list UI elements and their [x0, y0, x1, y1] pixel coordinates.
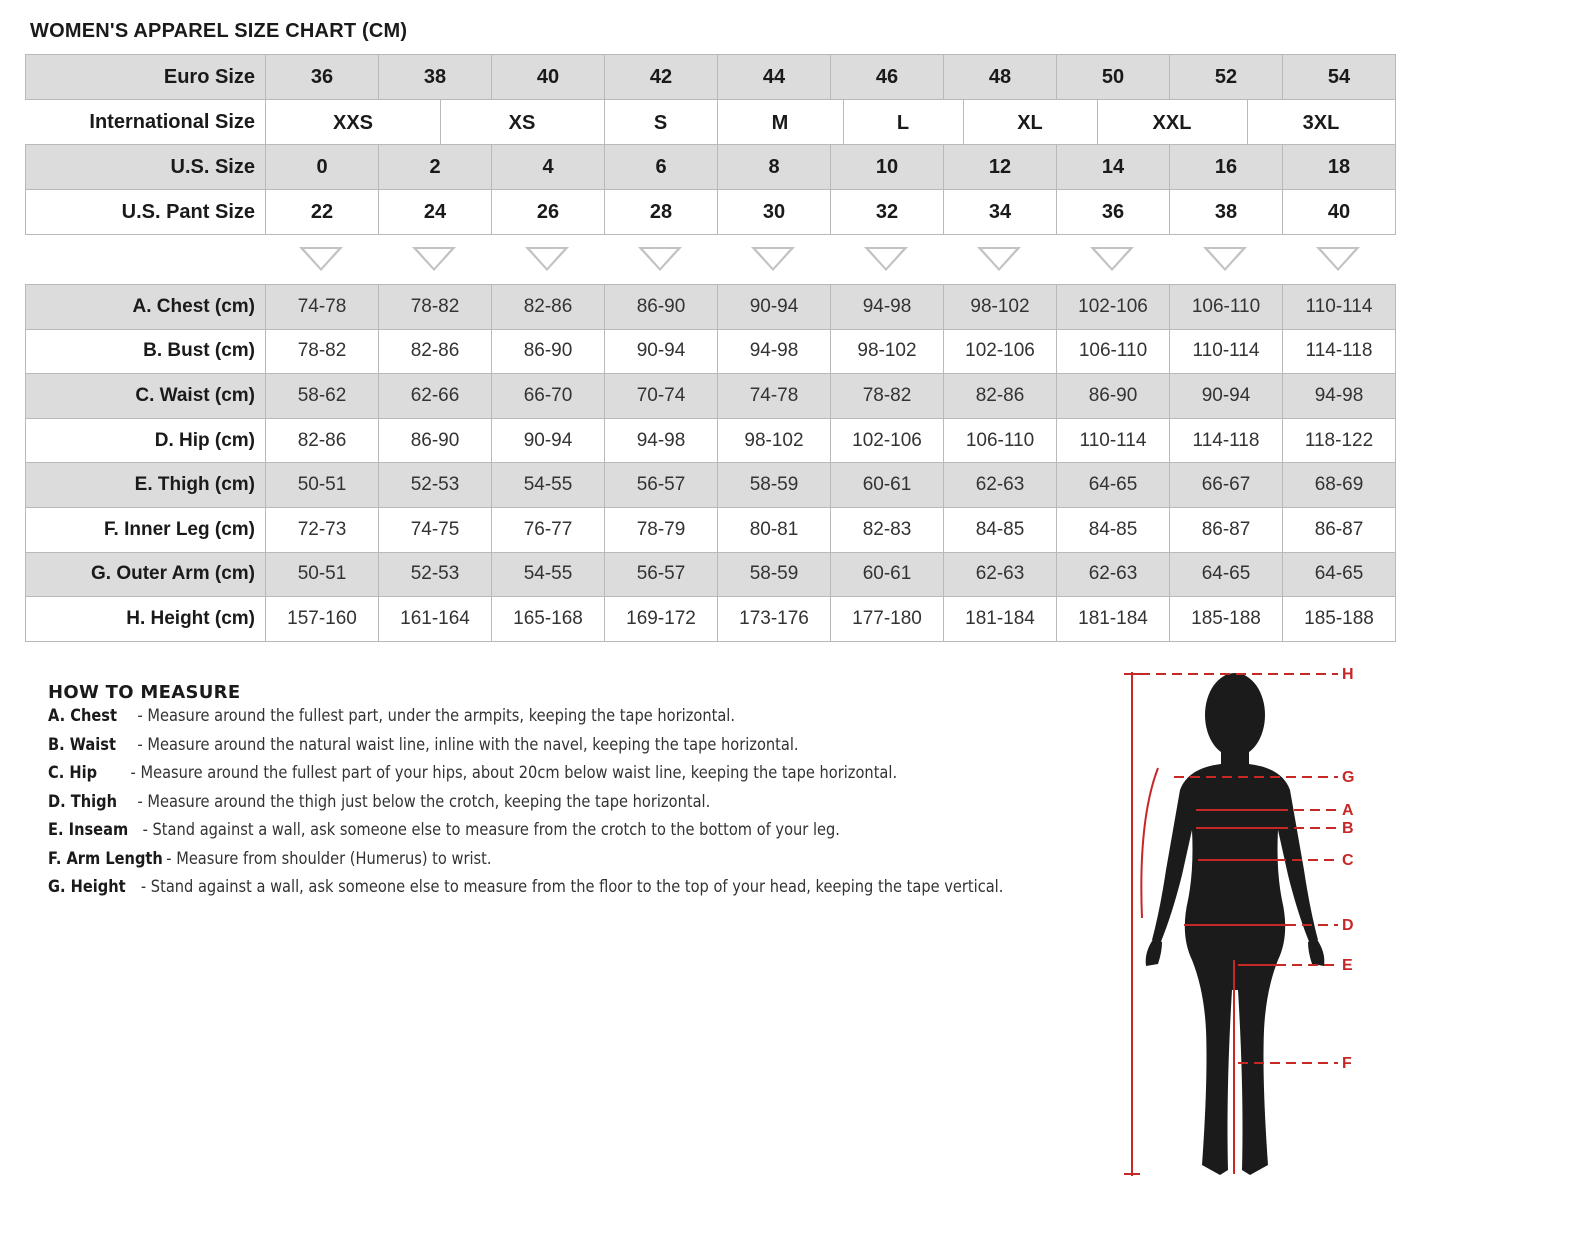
- measurement-cell: 64-65: [1283, 552, 1396, 597]
- size-cell: 6: [605, 145, 718, 190]
- measurement-cell: 86-90: [605, 285, 718, 330]
- down-arrow-icon: [412, 247, 456, 271]
- measurement-cell: 58-59: [718, 552, 831, 597]
- how-to-measure: [48, 682, 1159, 906]
- measure-instruction: [48, 820, 1003, 849]
- size-cell: 2: [379, 145, 492, 190]
- measure-key: B. Waist: [48, 734, 116, 755]
- measure-text: - Stand against a wall, ask someone else to measure from the crotch to the bottom of your leg.: [142, 820, 840, 840]
- measurement-cell: 50-51: [266, 552, 379, 597]
- chart-title: WOMEN'S APPAREL SIZE CHART (CM): [30, 20, 408, 42]
- size-cell: 4: [492, 145, 605, 190]
- size-cell: 40: [1283, 190, 1396, 235]
- marker-label-e: E: [1342, 957, 1353, 974]
- size-cell: 22: [266, 190, 379, 235]
- measurement-cell: 106-110: [1057, 329, 1170, 374]
- measurement-cell: 62-63: [944, 463, 1057, 508]
- measurement-cell: 68-69: [1283, 463, 1396, 508]
- measurement-cell: 94-98: [831, 285, 944, 330]
- measurement-row: [26, 418, 1396, 463]
- marker-label-a: A: [1342, 802, 1354, 819]
- measurement-cell: 98-102: [944, 285, 1057, 330]
- measure-text: - Stand against a wall, ask someone else to measure from the floor to the top of your head, keeping the tape vertical.: [140, 877, 1004, 897]
- size-cell: 0: [266, 145, 379, 190]
- measurement-cell: 62-63: [944, 552, 1057, 597]
- measurement-cell: 74-78: [266, 285, 379, 330]
- how-to-measure-title: HOW TO MEASURE: [48, 682, 241, 703]
- size-cell: 52: [1170, 55, 1283, 100]
- size-cell: 10: [831, 145, 944, 190]
- measurement-cell: 102-106: [1057, 285, 1170, 330]
- measurement-cell: 56-57: [605, 463, 718, 508]
- measurement-row: [26, 463, 1396, 508]
- measurement-cell: 110-114: [1283, 285, 1396, 330]
- measure-text: - Measure from shoulder (Humerus) to wrist.: [166, 848, 492, 869]
- measurement-cell: 78-82: [379, 285, 492, 330]
- row-label: G. Outer Arm (cm): [26, 552, 266, 597]
- row-label: E. Thigh (cm): [26, 463, 266, 508]
- down-arrow-icon: [751, 247, 795, 271]
- measure-key: G. Height: [48, 877, 126, 897]
- measurement-cell: 54-55: [492, 463, 605, 508]
- down-arrow-icon: [525, 247, 569, 271]
- size-cell: 38: [1170, 190, 1283, 235]
- measurement-cell: 52-53: [379, 552, 492, 597]
- international-size-row: [26, 100, 1396, 145]
- size-cell: 28: [605, 190, 718, 235]
- intl-size-cell: XXS: [332, 112, 374, 134]
- measurement-cell: 94-98: [605, 418, 718, 463]
- measurement-cell: 86-87: [1283, 507, 1396, 552]
- measurement-cell: 185-188: [1170, 597, 1283, 642]
- marker-label-h: H: [1342, 666, 1354, 683]
- size-cell: 24: [379, 190, 492, 235]
- measure-key: F. Arm Length: [48, 848, 163, 869]
- measurement-row: [26, 507, 1396, 552]
- measurement-row: [26, 285, 1396, 330]
- measurement-cell: 98-102: [831, 329, 944, 374]
- measure-text: - Measure around the fullest part of your hips, about 20cm below waist line, keeping the tape horizontal.: [130, 763, 898, 783]
- down-arrow-icon: [1203, 247, 1247, 271]
- measurement-cell: 54-55: [492, 552, 605, 597]
- measurement-cell: 114-118: [1170, 418, 1283, 463]
- measurement-cell: 70-74: [605, 374, 718, 419]
- size-cell: 18: [1283, 145, 1396, 190]
- row-label: H. Height (cm): [26, 597, 266, 642]
- measurement-cell: 110-114: [1057, 418, 1170, 463]
- down-arrow-icon: [638, 247, 682, 271]
- measurement-cell: 64-65: [1057, 463, 1170, 508]
- size-cell: 38: [379, 55, 492, 100]
- measure-instruction: [48, 706, 1003, 735]
- body-measurement-figure: [1118, 660, 1538, 1190]
- measurement-cell: 74-78: [718, 374, 831, 419]
- measurement-cell: 58-59: [718, 463, 831, 508]
- size-cell: 12: [944, 145, 1057, 190]
- measurement-cell: 62-66: [379, 374, 492, 419]
- size-cell: 44: [718, 55, 831, 100]
- measure-key: E. Inseam: [48, 820, 129, 840]
- us-pant-size-row: [26, 190, 1396, 235]
- measurement-cell: 86-90: [492, 329, 605, 374]
- measurement-cell: 82-86: [492, 285, 605, 330]
- measurement-row: [26, 329, 1396, 374]
- euro-size-row: [26, 55, 1396, 100]
- measurement-cell: 56-57: [605, 552, 718, 597]
- measurement-cell: 72-73: [266, 507, 379, 552]
- size-cell: 14: [1057, 145, 1170, 190]
- row-label: A. Chest (cm): [26, 285, 266, 330]
- size-cell: 16: [1170, 145, 1283, 190]
- measurement-cell: 78-79: [605, 507, 718, 552]
- measurement-cell: 177-180: [831, 597, 944, 642]
- size-conversion-table: [25, 54, 1396, 235]
- row-label: D. Hip (cm): [26, 418, 266, 463]
- measurement-cell: 82-86: [266, 418, 379, 463]
- measurement-cell: 157-160: [266, 597, 379, 642]
- measure-text: - Measure around the fullest part, under the armpits, keeping the tape horizontal.: [137, 706, 735, 726]
- measurement-cell: 110-114: [1170, 329, 1283, 374]
- down-arrow-icon: [977, 247, 1021, 271]
- measurement-cell: 60-61: [831, 552, 944, 597]
- marker-label-b: B: [1342, 820, 1354, 837]
- size-cell: 26: [492, 190, 605, 235]
- measurement-cell: 161-164: [379, 597, 492, 642]
- measurement-cell: 185-188: [1283, 597, 1396, 642]
- intl-size-cell: XXL: [1152, 112, 1192, 134]
- measurement-row: [26, 374, 1396, 419]
- measurement-cell: 82-86: [379, 329, 492, 374]
- row-label: U.S. Pant Size: [26, 190, 266, 235]
- measurement-cell: 86-90: [1057, 374, 1170, 419]
- intl-size-cell: XS: [508, 112, 536, 134]
- measure-instruction: [48, 877, 1003, 906]
- measurement-cell: 50-51: [266, 463, 379, 508]
- row-label: C. Waist (cm): [26, 374, 266, 419]
- measurement-cell: 90-94: [1170, 374, 1283, 419]
- row-label: International Size: [26, 100, 266, 145]
- measurement-cell: 181-184: [944, 597, 1057, 642]
- measurement-cell: 84-85: [1057, 507, 1170, 552]
- down-arrow-icon: [1090, 247, 1134, 271]
- size-cell: 54: [1283, 55, 1396, 100]
- measurement-cell: 94-98: [718, 329, 831, 374]
- measurement-cell: 106-110: [944, 418, 1057, 463]
- measurement-cell: 102-106: [944, 329, 1057, 374]
- size-cell: 50: [1057, 55, 1170, 100]
- measurement-cell: 90-94: [605, 329, 718, 374]
- measurement-cell: 90-94: [492, 418, 605, 463]
- measurement-cell: 106-110: [1170, 285, 1283, 330]
- measurement-cell: 86-90: [379, 418, 492, 463]
- marker-label-f: F: [1342, 1055, 1352, 1072]
- marker-label-c: C: [1342, 852, 1354, 869]
- measurement-cell: 86-87: [1170, 507, 1283, 552]
- marker-label-g: G: [1342, 769, 1355, 786]
- measurement-cell: 82-86: [944, 374, 1057, 419]
- measurement-cell: 52-53: [379, 463, 492, 508]
- measurement-cell: 82-83: [831, 507, 944, 552]
- measure-key: A. Chest: [48, 706, 117, 726]
- measurement-cell: 66-70: [492, 374, 605, 419]
- measurement-cell: 58-62: [266, 374, 379, 419]
- down-arrow-icon: [864, 247, 908, 271]
- intl-size-cell: 3XL: [1302, 112, 1340, 134]
- measurement-cell: 169-172: [605, 597, 718, 642]
- intl-size-cell: XL: [1017, 112, 1043, 134]
- size-cell: 8: [718, 145, 831, 190]
- measurement-cell: 181-184: [1057, 597, 1170, 642]
- measurement-cell: 66-67: [1170, 463, 1283, 508]
- size-cell: 36: [1057, 190, 1170, 235]
- down-arrow-icon: [1316, 247, 1360, 271]
- size-cell: 32: [831, 190, 944, 235]
- measure-text: - Measure around the natural waist line, inline with the navel, keeping the tape horizontal.: [137, 734, 799, 755]
- measurement-cell: 64-65: [1170, 552, 1283, 597]
- marker-label-d: D: [1342, 917, 1354, 934]
- measure-instruction: [48, 849, 1003, 878]
- size-cell: 46: [831, 55, 944, 100]
- measurements-table: [25, 284, 1396, 642]
- measure-key: D. Thigh: [48, 791, 118, 812]
- size-cell: 36: [266, 55, 379, 100]
- measurement-cell: 76-77: [492, 507, 605, 552]
- row-label: B. Bust (cm): [26, 329, 266, 374]
- measure-instruction: [48, 763, 1003, 792]
- measurement-cell: 98-102: [718, 418, 831, 463]
- row-label: F. Inner Leg (cm): [26, 507, 266, 552]
- row-label: Euro Size: [26, 55, 266, 100]
- us-size-row: [26, 145, 1396, 190]
- measurement-row: [26, 552, 1396, 597]
- size-cell: 40: [492, 55, 605, 100]
- measurement-cell: 114-118: [1283, 329, 1396, 374]
- measure-instruction: [48, 735, 1003, 764]
- measurement-cell: 80-81: [718, 507, 831, 552]
- row-label: U.S. Size: [26, 145, 266, 190]
- measurement-cell: 84-85: [944, 507, 1057, 552]
- measurement-cell: 60-61: [831, 463, 944, 508]
- measurement-cell: 90-94: [718, 285, 831, 330]
- measurement-cell: 94-98: [1283, 374, 1396, 419]
- measurement-row: [26, 597, 1396, 642]
- measurement-cell: 165-168: [492, 597, 605, 642]
- measurement-cell: 118-122: [1283, 418, 1396, 463]
- intl-size-cell: M: [771, 112, 789, 134]
- measurement-cell: 78-82: [831, 374, 944, 419]
- measurement-cell: 74-75: [379, 507, 492, 552]
- size-cell: 30: [718, 190, 831, 235]
- size-cell: 48: [944, 55, 1057, 100]
- size-cell: 42: [605, 55, 718, 100]
- intl-size-cell: S: [653, 112, 668, 134]
- measurement-cell: 102-106: [831, 418, 944, 463]
- down-arrow-icon: [299, 247, 343, 271]
- measure-instruction: [48, 792, 1003, 821]
- measurement-cell: 62-63: [1057, 552, 1170, 597]
- measure-text: - Measure around the thigh just below the crotch, keeping the tape horizontal.: [137, 791, 711, 812]
- measure-key: C. Hip: [48, 763, 98, 783]
- measurement-cell: 78-82: [266, 329, 379, 374]
- size-cell: 34: [944, 190, 1057, 235]
- measurement-cell: 173-176: [718, 597, 831, 642]
- intl-size-cell: L: [896, 112, 910, 134]
